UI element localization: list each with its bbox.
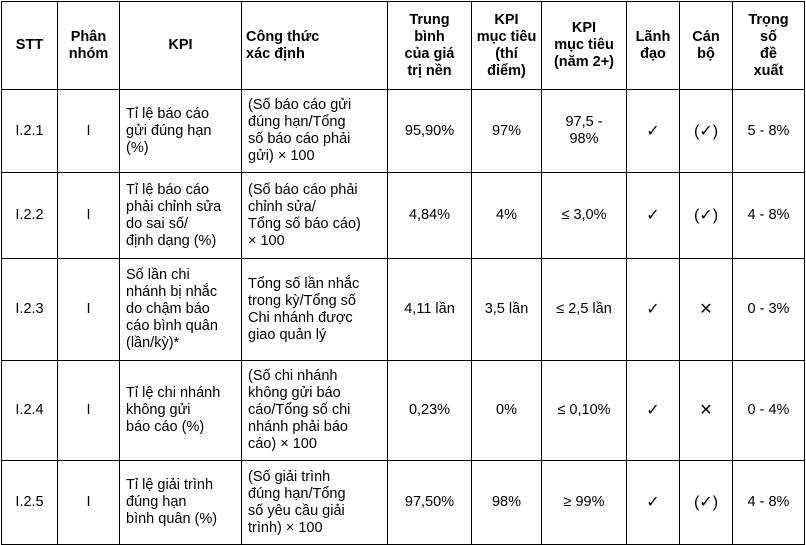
header-baseline: Trung bình của giá trị nền (388, 2, 472, 90)
cell-target-year2: ≤ 3,0% (542, 173, 627, 259)
table-row (2, 361, 805, 461)
cell-baseline: 0,23% (388, 361, 472, 461)
cell-weight: 5 - 8% (733, 90, 805, 173)
check-icon: ✓ (646, 207, 660, 224)
cell-target-year2: ≥ 99% (542, 461, 627, 545)
cell-target-year2: ≤ 0,10% (542, 361, 627, 461)
header-weight: Trọng số đề xuất (733, 2, 805, 90)
header-staff: Cán bộ (680, 2, 733, 90)
cell-leader (627, 259, 680, 361)
cross-icon: ✕ (699, 301, 713, 318)
cell-group: I (58, 173, 120, 259)
cell-weight: 4 - 8% (733, 461, 805, 545)
cell-staff (680, 173, 733, 259)
header-kpi: KPI (120, 2, 242, 90)
check-icon: ✓ (646, 402, 660, 419)
cell-kpi: Tỉ lệ báo cáo phải chỉnh sửa do sai số/ định dạng (%) (120, 173, 242, 259)
table-row (2, 259, 805, 361)
cell-formula: (Số báo cáo gửi đúng hạn/Tổng số báo cáo phải gửi) × 100 (242, 90, 388, 173)
header-target-pilot: KPI mục tiêu (thí điểm) (472, 2, 542, 90)
cell-staff (680, 259, 733, 361)
cell-staff (680, 361, 733, 461)
cell-baseline: 97,50% (388, 461, 472, 545)
header-target-year2: KPI mục tiêu (năm 2+) (542, 2, 627, 90)
optional-check-icon: (✓) (693, 207, 719, 224)
optional-check-icon: (✓) (693, 494, 719, 511)
cell-kpi: Số lần chi nhánh bị nhắc do chậm báo cáo bình quân (lần/kỳ)* (120, 259, 242, 361)
cell-stt: I.2.5 (2, 461, 58, 545)
cell-kpi: Tỉ lệ chi nhánh không gửi báo cáo (%) (120, 361, 242, 461)
cell-target-year2: 97,5 - 98% (542, 90, 627, 173)
cell-baseline: 95,90% (388, 90, 472, 173)
cell-kpi: Tỉ lệ báo cáo gửi đúng hạn (%) (120, 90, 242, 173)
cell-group: I (58, 90, 120, 173)
cell-formula: (Số báo cáo phải chỉnh sửa/ Tổng số báo cáo) × 100 (242, 173, 388, 259)
cell-leader (627, 90, 680, 173)
kpi-table (1, 1, 805, 545)
cell-target-pilot: 3,5 lần (472, 259, 542, 361)
header-group: Phân nhóm (58, 2, 120, 90)
cell-leader (627, 173, 680, 259)
cell-kpi: Tỉ lệ giải trình đúng hạn bình quân (%) (120, 461, 242, 545)
cell-group: I (58, 259, 120, 361)
cell-stt: I.2.3 (2, 259, 58, 361)
header-stt: STT (2, 2, 58, 90)
cell-staff (680, 461, 733, 545)
cell-group: I (58, 461, 120, 545)
table-row (2, 90, 805, 173)
cell-stt: I.2.2 (2, 173, 58, 259)
header-leader: Lãnh đạo (627, 2, 680, 90)
cell-group: I (58, 361, 120, 461)
cell-target-pilot: 97% (472, 90, 542, 173)
header-row (2, 2, 805, 90)
cell-formula: (Số giải trình đúng hạn/Tổng số yêu cầu giải trình) × 100 (242, 461, 388, 545)
cell-leader (627, 361, 680, 461)
cell-baseline: 4,84% (388, 173, 472, 259)
cell-staff (680, 90, 733, 173)
cell-weight: 0 - 4% (733, 361, 805, 461)
cell-formula: Tổng số lần nhắc trong kỳ/Tổng số Chi nhánh được giao quản lý (242, 259, 388, 361)
cell-stt: I.2.1 (2, 90, 58, 173)
table-row (2, 173, 805, 259)
cell-target-pilot: 98% (472, 461, 542, 545)
cell-baseline: 4,11 lần (388, 259, 472, 361)
cell-weight: 4 - 8% (733, 173, 805, 259)
cross-icon: ✕ (699, 402, 713, 419)
cell-target-pilot: 4% (472, 173, 542, 259)
check-icon: ✓ (646, 122, 660, 140)
cell-weight: 0 - 3% (733, 259, 805, 361)
header-formula: Công thức xác định (242, 2, 388, 90)
cell-formula: (Số chi nhánh không gửi báo cáo/Tổng số chi nhánh phải báo cáo) × 100 (242, 361, 388, 461)
cell-target-pilot: 0% (472, 361, 542, 461)
optional-check-icon: (✓) (693, 122, 719, 140)
cell-stt: I.2.4 (2, 361, 58, 461)
cell-leader (627, 461, 680, 545)
check-icon: ✓ (646, 301, 660, 318)
table-row (2, 461, 805, 545)
check-icon: ✓ (646, 494, 660, 511)
cell-target-year2: ≤ 2,5 lần (542, 259, 627, 361)
